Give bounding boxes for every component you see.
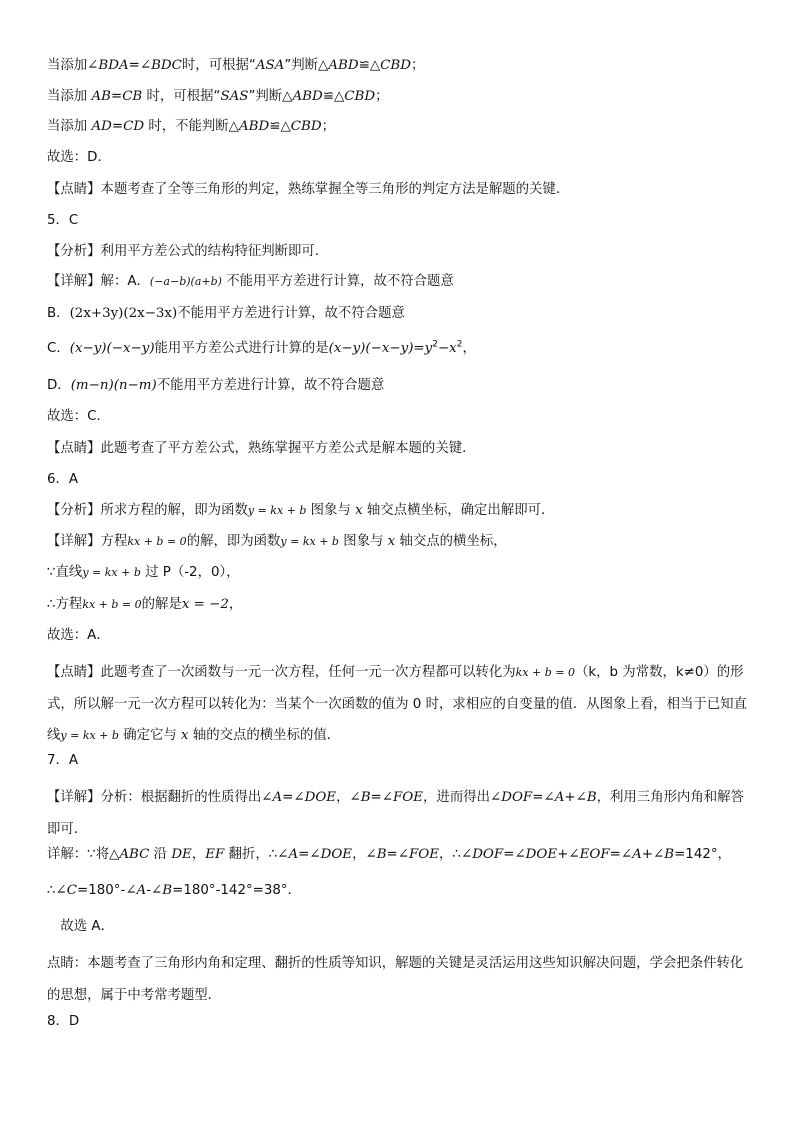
text-segment: (−a−b)(a+b) (149, 275, 222, 288)
text-line-8 (47, 272, 754, 292)
text-segment: =142°， (674, 847, 731, 862)
text-segment: 时，可根据“ (181, 58, 256, 73)
text-segment: 【点睛】本题考查了全等三角形的判定，熟练掌握全等三角形的判定方法是解题的关键． (47, 182, 570, 197)
text-line-23 (47, 845, 754, 865)
text-segment: 沿 (149, 847, 172, 862)
text-segment: 时，不能判断△ (144, 119, 239, 134)
text-segment: 2 (456, 339, 463, 350)
text-segment: = (128, 58, 140, 73)
text-segment: ∠EOF (568, 847, 610, 862)
text-segment: 当添加 (47, 89, 92, 104)
text-segment: （k，b 为常数，k≠0）的形式，所以解一元一次方程可以转化为：当某个一次函数的值为 0 时，求相应的自变量的值．从图象上看，相当于已知直线 (47, 665, 747, 743)
text-segment: ， (462, 341, 476, 356)
text-segment: 详解：∵将△ (47, 847, 120, 862)
text-line-11 (47, 376, 754, 396)
text-segment: ABD (328, 58, 359, 73)
text-segment: ∠DOF (490, 790, 533, 805)
text-segment: ∠A (125, 883, 147, 898)
text-line-16 (47, 532, 754, 552)
text-segment: + (557, 847, 569, 862)
text-segment: ∠B (151, 883, 173, 898)
text-segment: ∠B (653, 847, 675, 862)
text-line-26 (47, 948, 754, 1011)
text-segment: 8．D (47, 1014, 80, 1029)
text-line-3 (47, 117, 754, 137)
text-segment: x (355, 503, 363, 518)
text-segment: −x (437, 341, 457, 356)
text-segment: 点睛：本题考查了三角形内角和定理、翻折的性质等知识，解题的关键是灵活运用这些知识解决问题，学会把条件转化的思想，属于中考常考题型． (47, 956, 744, 1003)
text-segment: ， (191, 847, 206, 862)
text-segment: x = −2 (181, 597, 229, 612)
text-segment: kx + b = 0 (515, 666, 576, 679)
text-segment: =180°-142°=38°． (172, 883, 302, 898)
text-segment: 轴交点的横坐标， (395, 534, 507, 549)
text-segment: 的解是 (141, 597, 182, 612)
text-segment: + (564, 790, 576, 805)
text-line-27 (47, 1012, 754, 1032)
text-segment: 当添加 (47, 119, 92, 134)
text-line-24 (47, 881, 754, 901)
text-segment: + (641, 847, 654, 862)
text-segment: ； (375, 89, 389, 104)
text-line-18 (47, 595, 754, 615)
text-segment: 故选 A． (47, 919, 114, 934)
text-segment: ∠A (620, 847, 642, 862)
text-segment: ∠B (575, 790, 597, 805)
text-segment: ABC (119, 847, 150, 862)
text-segment: x (387, 534, 396, 549)
text-segment: ∠BDA (87, 58, 129, 73)
text-segment: B． (47, 306, 70, 321)
text-segment: ； (410, 58, 425, 73)
text-segment: 故选：A． (47, 628, 110, 643)
text-segment: ABD (238, 119, 270, 134)
text-segment: ， (336, 790, 350, 805)
text-segment: (x−y)(−x−y)=y (328, 341, 433, 356)
text-segment: 【详解】方程 (47, 534, 128, 549)
text-segment: 故选：C． (47, 409, 110, 424)
text-segment: SAS (220, 89, 249, 104)
text-segment: ∠DOE (514, 847, 558, 862)
text-segment: 不能用平方差进行计算，故不符合题意 (177, 306, 405, 321)
text-segment: CB (122, 89, 143, 104)
text-segment: ∠B (365, 847, 387, 862)
text-segment: 图象与 (338, 534, 388, 549)
text-segment: 不能用平方差进行计算，故不符合题意 (156, 378, 385, 393)
text-line-2 (47, 87, 754, 107)
text-segment: ∠DOE (309, 847, 353, 862)
text-segment: 确定它与 (118, 728, 182, 743)
text-line-25 (47, 917, 754, 937)
text-segment: 2 (432, 339, 438, 350)
text-segment: ； (321, 119, 335, 134)
text-line-17 (47, 563, 754, 583)
text-segment: = (370, 790, 382, 805)
text-line-10 (47, 339, 754, 359)
text-segment: = (609, 847, 621, 862)
text-segment: =180°- (77, 883, 126, 898)
text-segment: x (181, 728, 189, 743)
text-segment: ∠DOE (293, 790, 337, 805)
text-segment: 故选：D． (47, 150, 111, 165)
text-segment: ∴方程 (47, 597, 83, 612)
text-segment: 轴交点横坐标，确定出解即可． (362, 503, 555, 518)
text-segment: = (111, 119, 124, 134)
text-line-15 (47, 501, 754, 521)
text-segment: 【分析】利用平方差公式的结构特征判断即可． (47, 244, 329, 259)
text-segment: y = kx + b (280, 535, 339, 548)
text-segment: ABD (292, 89, 323, 104)
text-segment: = (110, 89, 123, 104)
text-segment: ∴ (47, 883, 56, 898)
text-line-9 (47, 304, 754, 324)
text-segment: = (282, 790, 294, 805)
text-segment: kx + b = 0 (127, 535, 187, 548)
text-segment: ∠FOE (381, 790, 424, 805)
text-segment: ∠DOF (460, 847, 504, 862)
text-segment: CBD (344, 89, 376, 104)
text-line-6 (47, 211, 754, 231)
text-segment: 7．A (47, 753, 79, 768)
text-segment: ，进而得出 (423, 790, 490, 805)
text-segment: (2x+3y)(2x−3x) (69, 306, 178, 321)
text-segment: ，利用三角形内角和解答即可． (47, 790, 744, 837)
text-line-5 (47, 180, 754, 200)
text-segment: CBD (380, 58, 411, 73)
text-segment: ”判断△ (248, 89, 293, 104)
text-segment: ∠A (277, 847, 299, 862)
text-line-12 (47, 407, 754, 427)
text-segment: 【详解】解：A． (47, 274, 150, 289)
text-line-4 (47, 148, 754, 168)
text-segment: 【点睛】此题考查了一次函数与一元一次方程，任何一元一次方程都可以转化为 (47, 665, 516, 680)
text-segment: 能用平方差公式进行计算的是 (154, 341, 329, 356)
text-line-19 (47, 626, 754, 646)
text-segment: D． (47, 378, 71, 393)
text-segment: CBD (290, 119, 322, 134)
text-segment: 图象与 (306, 503, 356, 518)
text-segment: y = kx + b (60, 729, 119, 742)
text-segment: C． (47, 341, 70, 356)
text-segment: 【详解】分析：根据翻折的性质得出 (47, 790, 262, 805)
text-segment: 6．A (47, 472, 79, 487)
text-line-7 (47, 242, 754, 262)
text-segment: (m−n)(n−m) (70, 378, 157, 393)
text-segment: = (298, 847, 310, 862)
text-segment: 时，可根据“ (142, 89, 221, 104)
text-segment: ∠B (349, 790, 371, 805)
text-segment: ≌△ (269, 119, 291, 134)
text-segment: ∠FOE (397, 847, 440, 862)
text-segment: DE (171, 847, 192, 862)
text-segment: ∠A (543, 790, 565, 805)
text-segment: 【分析】所求方程的解，即为函数 (47, 503, 248, 518)
text-segment: ， (352, 847, 366, 862)
text-segment: 的解，即为函数 (186, 534, 281, 549)
text-segment: ≌△ (358, 58, 381, 73)
text-segment: 过 P（-2，0）， (140, 565, 240, 580)
text-segment: = (503, 847, 515, 862)
text-segment: y = kx + b (247, 504, 307, 517)
text-segment: - (146, 883, 152, 898)
text-segment: CD (123, 119, 145, 134)
text-segment: 不能用平方差进行计算，故不符合题意 (221, 274, 454, 289)
text-segment: 【点睛】此题考查了平方差公式，熟练掌握平方差公式是解本题的关键． (47, 441, 476, 456)
text-segment: ∠BDC (139, 58, 182, 73)
text-segment: = (386, 847, 398, 862)
text-segment: ∠A (261, 790, 283, 805)
text-segment: ∠C (55, 883, 77, 898)
text-segment: ASA (255, 58, 285, 73)
text-segment: 翻折，∴ (224, 847, 278, 862)
text-line-20 (47, 657, 754, 752)
text-line-21 (47, 751, 754, 771)
text-segment: (x−y)(−x−y) (69, 341, 155, 356)
text-segment: 5．C (47, 213, 79, 228)
text-segment: ≌△ (322, 89, 345, 104)
text-segment: 轴的交点的横坐标的值． (188, 728, 341, 743)
text-segment: AD (91, 119, 112, 134)
text-segment: ， (228, 597, 243, 612)
text-segment: ∵直线 (47, 565, 83, 580)
text-segment: = (532, 790, 544, 805)
text-segment: ，∴ (439, 847, 461, 862)
text-segment: y = kx + b (82, 566, 141, 579)
text-line-22 (47, 782, 754, 845)
text-segment: 当添加 (47, 58, 88, 73)
text-line-1 (47, 56, 754, 76)
text-line-13 (47, 439, 754, 459)
text-segment: kx + b = 0 (82, 598, 142, 611)
text-line-14 (47, 470, 754, 490)
text-segment: AB (91, 89, 111, 104)
text-segment: ”判断△ (284, 58, 329, 73)
text-segment: EF (205, 847, 225, 862)
